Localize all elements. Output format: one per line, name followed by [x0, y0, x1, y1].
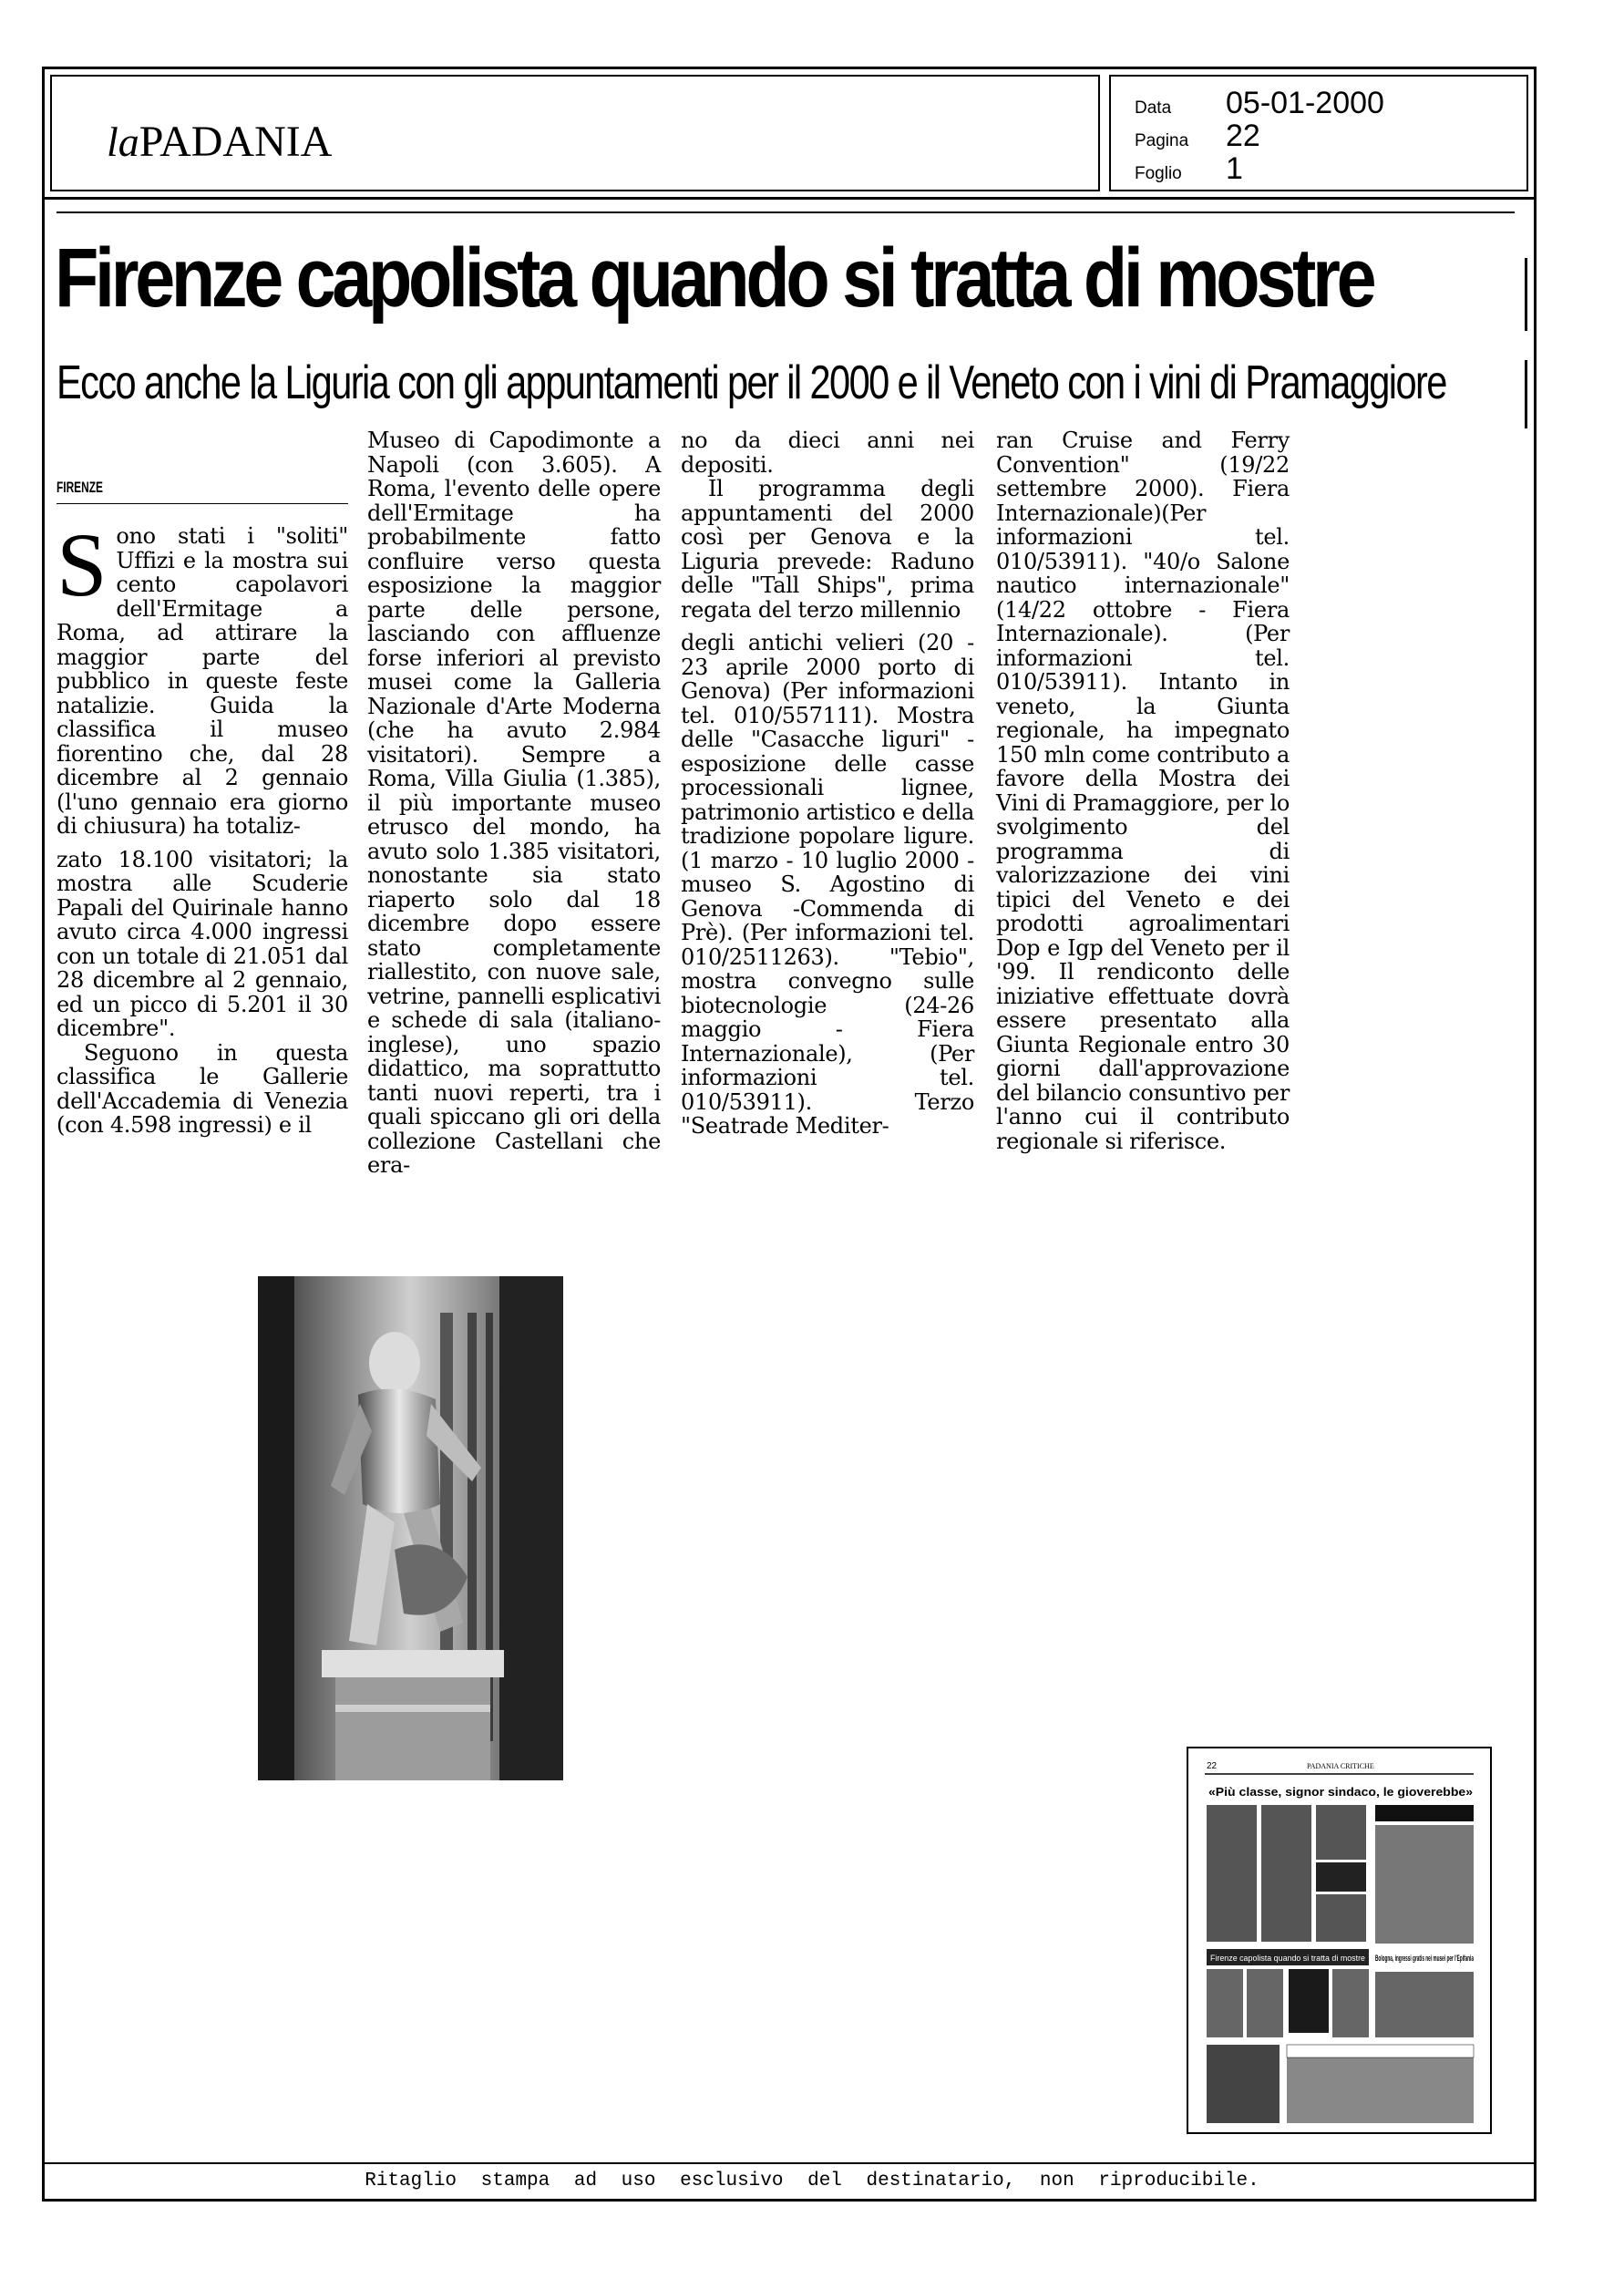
article-column-3: [681, 428, 974, 1139]
thumb-page-number: 22: [1207, 1761, 1218, 1771]
drop-cap: S: [57, 514, 108, 615]
logo-name: PADANIA: [139, 118, 333, 166]
article-headline: Firenze capolista quando si tratta di mostre: [55, 232, 1373, 325]
article-subheadline: Ecco anche la Liguria con gli appuntamenti per il 2000 e il Veneto con i vini di Pramaggiore: [57, 356, 1446, 409]
data-label: Data: [1135, 98, 1172, 118]
col3-paragraph-2: Il programma degli appuntamenti del 2000 così per Genova e la Liguria prevede: Raduno delle "Tall Ships", prima regata del terzo millennio: [681, 476, 974, 623]
pagina-row: [1135, 119, 1260, 154]
clipping-notice: Ritaglio stampa ad uso esclusivo del destinatario, non riproducibile.: [365, 2171, 1259, 2191]
headline-side-rule: [1525, 258, 1527, 331]
clipping-info-box: [1109, 75, 1528, 191]
statue-illustration: [258, 1276, 563, 1780]
col4-paragraph-1: ran Cruise and Ferry Convention" (19/22 settembre 2000). Fiera Internazionale)(Per informazioni tel. 010/53911). "40/o Salone nautico internazionale" (14/22 ottobre - Fiera Internazionale). (Per informazioni tel. 010/53911). Intanto in veneto, la Giunta regionale, ha impegnato 150 mln come contributo a favore della Mostra dei Vini di Pramaggiore, per lo svolgimento del programma di valorizzazione dei vini tipici del Veneto e dei prodotti agroalimentari Dop e Igp del Veneto per il '99. Il rendiconto delle iniziative effettuate dovrà essere presentato alla Giunta Regionale entro 30 giorni dall'approvazione del bilancio consuntivo per l'anno cui il contributo regionale si riferisce.: [996, 428, 1290, 1154]
foglio-row: [1135, 151, 1243, 187]
article-column-4: [996, 428, 1290, 1153]
col1-paragraph-2: zato 18.100 visitatori; la mostra alle Scuderie Papali del Quirinale hanno avuto circa 4.000 ingressi con un totale di 21.051 dal 28 dicembre al 2 gennaio, ed un picco di 5.201 il 30 dicembre".: [57, 846, 348, 1041]
col1-paragraph-3: Seguono in questa classifica le Gallerie dell'Accademia di Venezia (con 4.598 ingressi) e il: [57, 1039, 348, 1138]
pagina-label: Pagina: [1135, 131, 1189, 150]
data-value: 05-01-2000: [1226, 86, 1384, 120]
col3-paragraph-1: no da dieci anni nei depositi.: [681, 428, 974, 478]
col3-paragraph-3: degli antichi velieri (20 - 23 aprile 2000 porto di Genova) (Per informazioni tel. 010/557111). Mostra delle "Casacche liguri" - esposizione delle casse processionali lignee, patrimonio artistico e della tradizione popolare ligure. (1 marzo - 10 luglio 2000 - museo S. Agostino di Genova -Commenda di Prè). (Per informazioni tel. 010/2511263). "Tebio", mostra convegno sulle biotecnologie (24-26 maggio - Fiera Internazionale), (Per informazioni tel. 010/53911). Terzo "Seatrade Mediter-: [681, 630, 974, 1139]
page-thumbnail: [1187, 1747, 1492, 2134]
thumb-side-headline: Bologna, ingressi gratis nei musei per l'Epifania: [1375, 1954, 1475, 1963]
dateline: FIRENZE: [57, 479, 103, 496]
data-row: [1135, 86, 1384, 121]
foglio-value: 1: [1226, 151, 1243, 186]
logo-prefix: la: [107, 119, 139, 165]
article-top-rule: [57, 211, 1515, 213]
foglio-label: Foglio: [1135, 164, 1182, 183]
subheadline-side-rule: [1525, 360, 1527, 428]
header-box: [42, 67, 1537, 200]
thumb-top-headline: «Più classe, signor sindaco, le gioverebbe»: [1208, 1785, 1473, 1799]
footer-top-rule: [42, 2162, 1537, 2164]
masthead-box: [50, 75, 1100, 191]
newspaper-logo: [107, 117, 332, 167]
footer-bottom-rule: [42, 2199, 1537, 2202]
article-column-1: [57, 514, 348, 1138]
statue-photo: [258, 1276, 563, 1780]
thumb-mid-headline: Firenze capolista quando si tratta di mostre: [1210, 1954, 1365, 1963]
col2-paragraph-1: Museo di Capodimonte a Napoli (con 3.605). A Roma, l'evento delle opere dell'Ermitage ha probabilmente fatto confluire verso questa esposizione la maggior parte delle persone, lasciando con affluenze forse inferiori al previsto musei come la Galleria Nazionale d'Arte Moderna (che ha avuto 2.984 visitatori). Sempre a Roma, Villa Giulia (1.385), il più importante museo etrusco del mondo, ha avuto solo 1.385 visitatori, nonostante sia stato riaperto solo dal 18 dicembre dopo essere stato completamente riallestito, con nuove sale, vetrine, pannelli esplicativi e schede di sala (italiano-inglese), uno spazio didattico, ma soprattutto tanti nuovi reperti, tra i quali spiccano gli ori della collezione Castellani che era-: [367, 428, 661, 1178]
thumb-masthead: PADANIA CRITICHE: [1307, 1762, 1374, 1770]
article-column-2: [367, 428, 661, 1178]
thumbnail-page-illustration: [1188, 1748, 1490, 2132]
pagina-value: 22: [1226, 119, 1260, 153]
dateline-rule: [57, 503, 348, 504]
col1-paragraph-1: ono stati i "soliti" Uffizi e la mostra sui cento capolavori dell'Ermitage a Roma, ad attirare la maggior parte del pubblico in queste feste natalizie. Guida la classifica il museo fiorentino che, dal 28 dicembre al 2 gennaio (l'uno gennaio era giorno di chiusura) ha totaliz-: [57, 523, 348, 839]
